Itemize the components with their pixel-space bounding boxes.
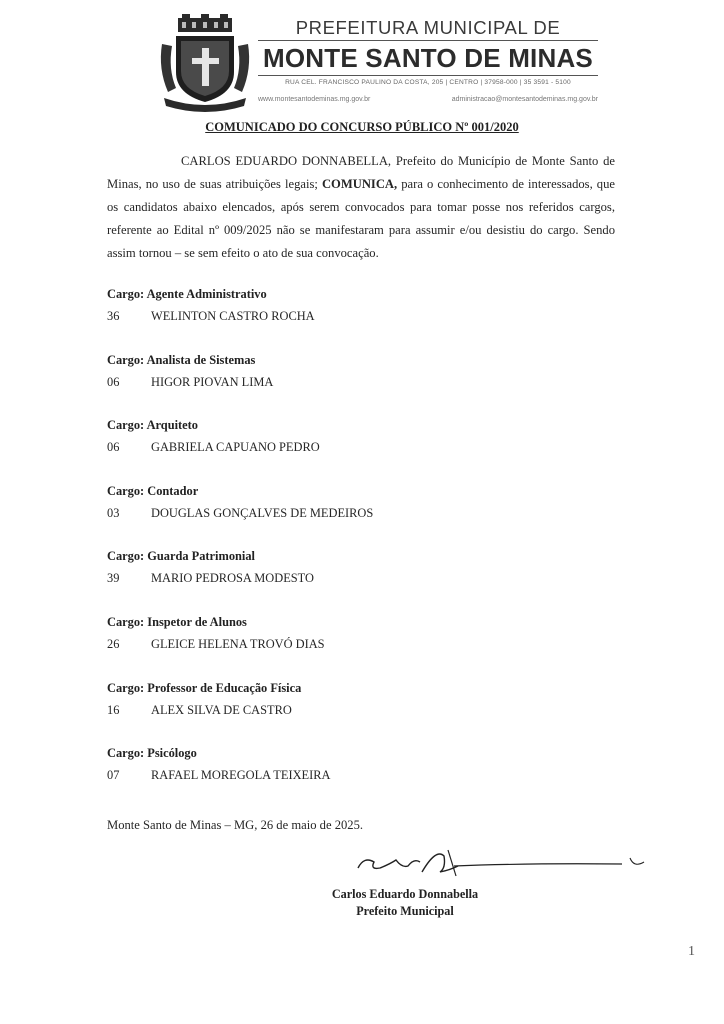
- cargo-label: Cargo: Psicólogo: [107, 746, 197, 761]
- cargo-label: Cargo: Agente Administrativo: [107, 287, 267, 301]
- intro-text-2: para o conhecimento de interessados, que os candidatos abaixo elencados, após serem convocados para tomar posse nos referidos cargos, referente ao Edital nº 009/2025 não se manifestaram para assumir e/ou desistiu do cargo. Sendo assim tornou – se sem efeito o ato de sua convocação.: [107, 177, 615, 260]
- cargo-section: [107, 612, 615, 678]
- candidate-row: [107, 502, 615, 525]
- candidate-name: GLEICE HELENA TROVÓ DIAS: [151, 636, 325, 651]
- candidate-row: [107, 436, 615, 459]
- cargo-section: [107, 284, 615, 350]
- cargo-section: [107, 415, 615, 481]
- letterhead: [0, 0, 724, 112]
- cargo-label: Cargo: Guarda Patrimonial: [107, 549, 255, 564]
- candidate-name: HIGOR PIOVAN LIMA: [151, 374, 274, 389]
- candidate-name: MARIO PEDROSA MODESTO: [151, 571, 314, 586]
- intro-name: CARLOS EDUARDO DONNABELLA,: [181, 154, 392, 168]
- cargo-section: [107, 546, 615, 612]
- page-number: 1: [688, 944, 695, 959]
- signer-name: Carlos Eduardo Donnabella: [331, 887, 479, 901]
- cargo-section: [107, 481, 615, 547]
- cargo-section: [107, 678, 615, 744]
- contact-row: [258, 96, 598, 103]
- cargo-label: Cargo: Contador: [107, 483, 199, 498]
- document-title: COMUNICADO DO CONCURSO PÚBLICO Nº 001/2020: [205, 120, 519, 134]
- candidate-number: 06: [107, 440, 120, 455]
- city-name-heading: MONTE SANTO DE MINAS: [263, 43, 593, 73]
- letterhead-text: [258, 18, 598, 87]
- candidate-row: [107, 371, 615, 394]
- cargo-section: [107, 350, 615, 416]
- cargo-label: Cargo: Professor de Educação Física: [107, 680, 302, 695]
- signer-role: Prefeito Municipal: [356, 904, 454, 918]
- signature-block: [300, 886, 510, 920]
- candidate-row: [107, 699, 615, 722]
- cargo-label: Cargo: Analista de Sistemas: [107, 352, 256, 367]
- address-line: RUA CEL. FRANCISCO PAULINO DA COSTA, 205 | CENTRO | 37958-000 | 35 3591 - 5100: [285, 79, 571, 86]
- cargo-label: Cargo: Inspetor de Alunos: [107, 614, 247, 629]
- handwritten-signature: [350, 846, 650, 882]
- candidate-row: [107, 567, 615, 590]
- place-and-date: Monte Santo de Minas – MG, 26 de maio de 2025.: [107, 818, 364, 832]
- candidate-number: 03: [107, 505, 120, 520]
- candidate-number: 16: [107, 702, 120, 717]
- candidate-number: 39: [107, 571, 120, 586]
- candidate-number: 36: [107, 309, 120, 323]
- intro-paragraph: [107, 150, 615, 265]
- website-link[interactable]: www.montesantodeminas.mg.gov.br: [258, 96, 371, 103]
- candidate-row: [107, 764, 615, 787]
- candidate-row: [107, 305, 615, 328]
- candidate-name: RAFAEL MOREGOLA TEIXEIRA: [151, 768, 331, 783]
- cargo-section: [107, 743, 615, 809]
- candidate-name: WELINTON CASTRO ROCHA: [151, 309, 315, 323]
- cargo-label: Cargo: Arquiteto: [107, 418, 198, 433]
- prefeitura-heading: PREFEITURA MUNICIPAL DE: [295, 17, 561, 38]
- candidate-name: DOUGLAS GONÇALVES DE MEDEIROS: [151, 505, 374, 520]
- candidate-number: 26: [107, 636, 120, 651]
- municipal-coat-of-arms: [158, 14, 252, 112]
- candidate-row: [107, 633, 615, 656]
- candidate-number: 07: [107, 768, 120, 783]
- cargo-list: [107, 284, 615, 809]
- header-rule-top: [258, 40, 598, 41]
- header-rule-bottom: [258, 75, 598, 76]
- intro-bold-word: COMUNICA,: [321, 177, 398, 191]
- intro-text-1: Prefeito do Município de Monte Santo de Minas, no uso de suas atribuições legais;: [107, 154, 616, 191]
- candidate-number: 06: [107, 374, 120, 389]
- email-link[interactable]: administracao@montesantodeminas.mg.gov.br: [451, 96, 598, 103]
- candidate-name: GABRIELA CAPUANO PEDRO: [151, 440, 320, 455]
- candidate-name: ALEX SILVA DE CASTRO: [151, 702, 292, 717]
